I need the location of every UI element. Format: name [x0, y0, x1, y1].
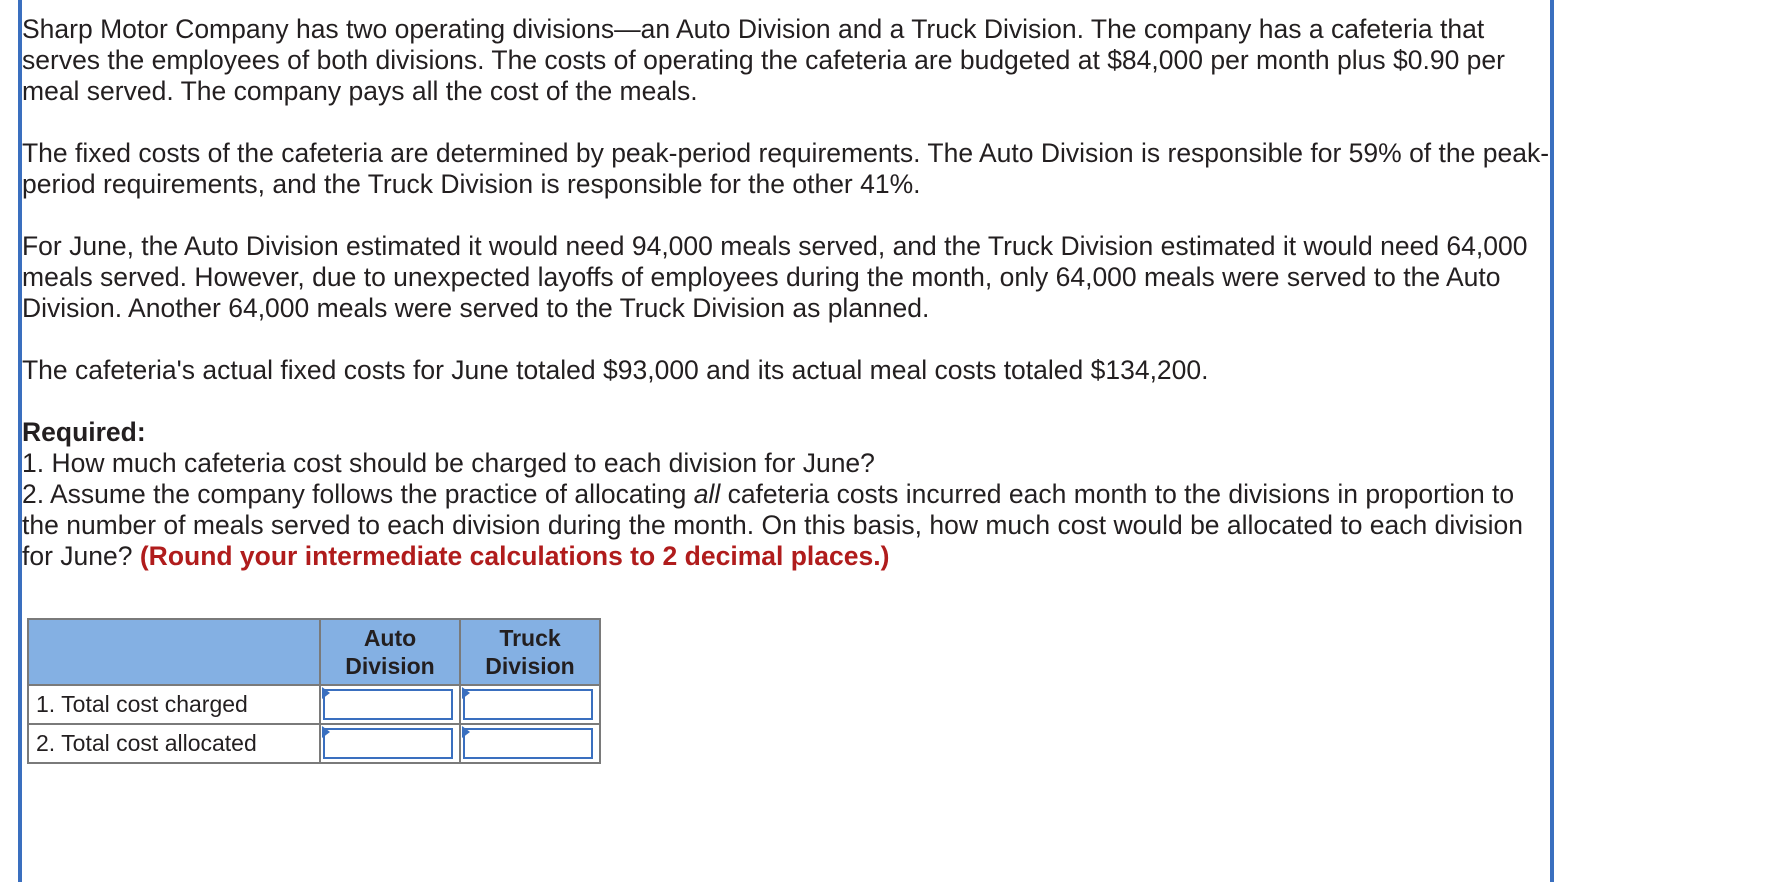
paragraph-fixed-costs: The fixed costs of the cafeteria are determined by peak-period requirements. The Auto Division is responsible for 59% of the peak-period requirements, and the Truck Division is responsible for the other 41%.: [22, 138, 1550, 199]
row-label-total-cost-charged: 1. Total cost charged: [28, 685, 320, 724]
table-row: [28, 724, 600, 763]
header-auto-division: Auto Division: [320, 619, 460, 685]
input-marker-icon: [322, 726, 330, 738]
requirement-2-text-b: cafeteria costs incurred each month to the divisions in proportion to the number of meals served to each division during the month. On this basis, how much cost would be allocated to each division for June?: [22, 479, 1524, 571]
table-row: [28, 685, 600, 724]
paragraph-june-estimates: For June, the Auto Division estimated it would need 94,000 meals served, and the Truck Division estimated it would need 64,000 meals served. However, due to unexpected layoffs of employees during the month, only 64,000 meals were served to the Auto Division. Another 64,000 meals were served to the Truck Division as planned.: [22, 231, 1528, 323]
paragraph-intro: Sharp Motor Company has two operating divisions—an Auto Division and a Truck Division. The company has a cafeteria that serves the employees of both divisions. The costs of operating the cafeteria are budgeted at $84,000 per month plus $0.90 per meal served. The company pays all the cost of the meals.: [22, 14, 1505, 106]
requirement-2: [22, 479, 1552, 572]
header-blank-cell: [28, 619, 320, 685]
input-marker-icon: [462, 687, 470, 699]
header-truck-division: Truck Division: [460, 619, 600, 685]
truck-cost-allocated-input[interactable]: [463, 728, 593, 759]
auto-cost-charged-input[interactable]: [323, 689, 453, 720]
rounding-note: (Round your intermediate calculations to 2 decimal places.): [139, 541, 890, 571]
input-marker-icon: [322, 687, 330, 699]
problem-text: [22, 14, 1552, 572]
paragraph-actual-costs: The cafeteria's actual fixed costs for June totaled $93,000 and its actual meal costs totaled $134,200.: [22, 355, 1209, 385]
requirement-2-text-a: 2. Assume the company follows the practice of allocating: [22, 479, 694, 509]
answer-table: [27, 618, 601, 764]
auto-cost-allocated-input[interactable]: [323, 728, 453, 759]
answer-table-header: [28, 619, 600, 685]
row-label-total-cost-allocated: 2. Total cost allocated: [28, 724, 320, 763]
input-marker-icon: [462, 726, 470, 738]
requirement-1: 1. How much cafeteria cost should be charged to each division for June?: [22, 448, 875, 478]
requirement-2-emphasis: all: [693, 479, 721, 509]
truck-cost-charged-input[interactable]: [463, 689, 593, 720]
required-heading: Required:: [22, 417, 146, 447]
